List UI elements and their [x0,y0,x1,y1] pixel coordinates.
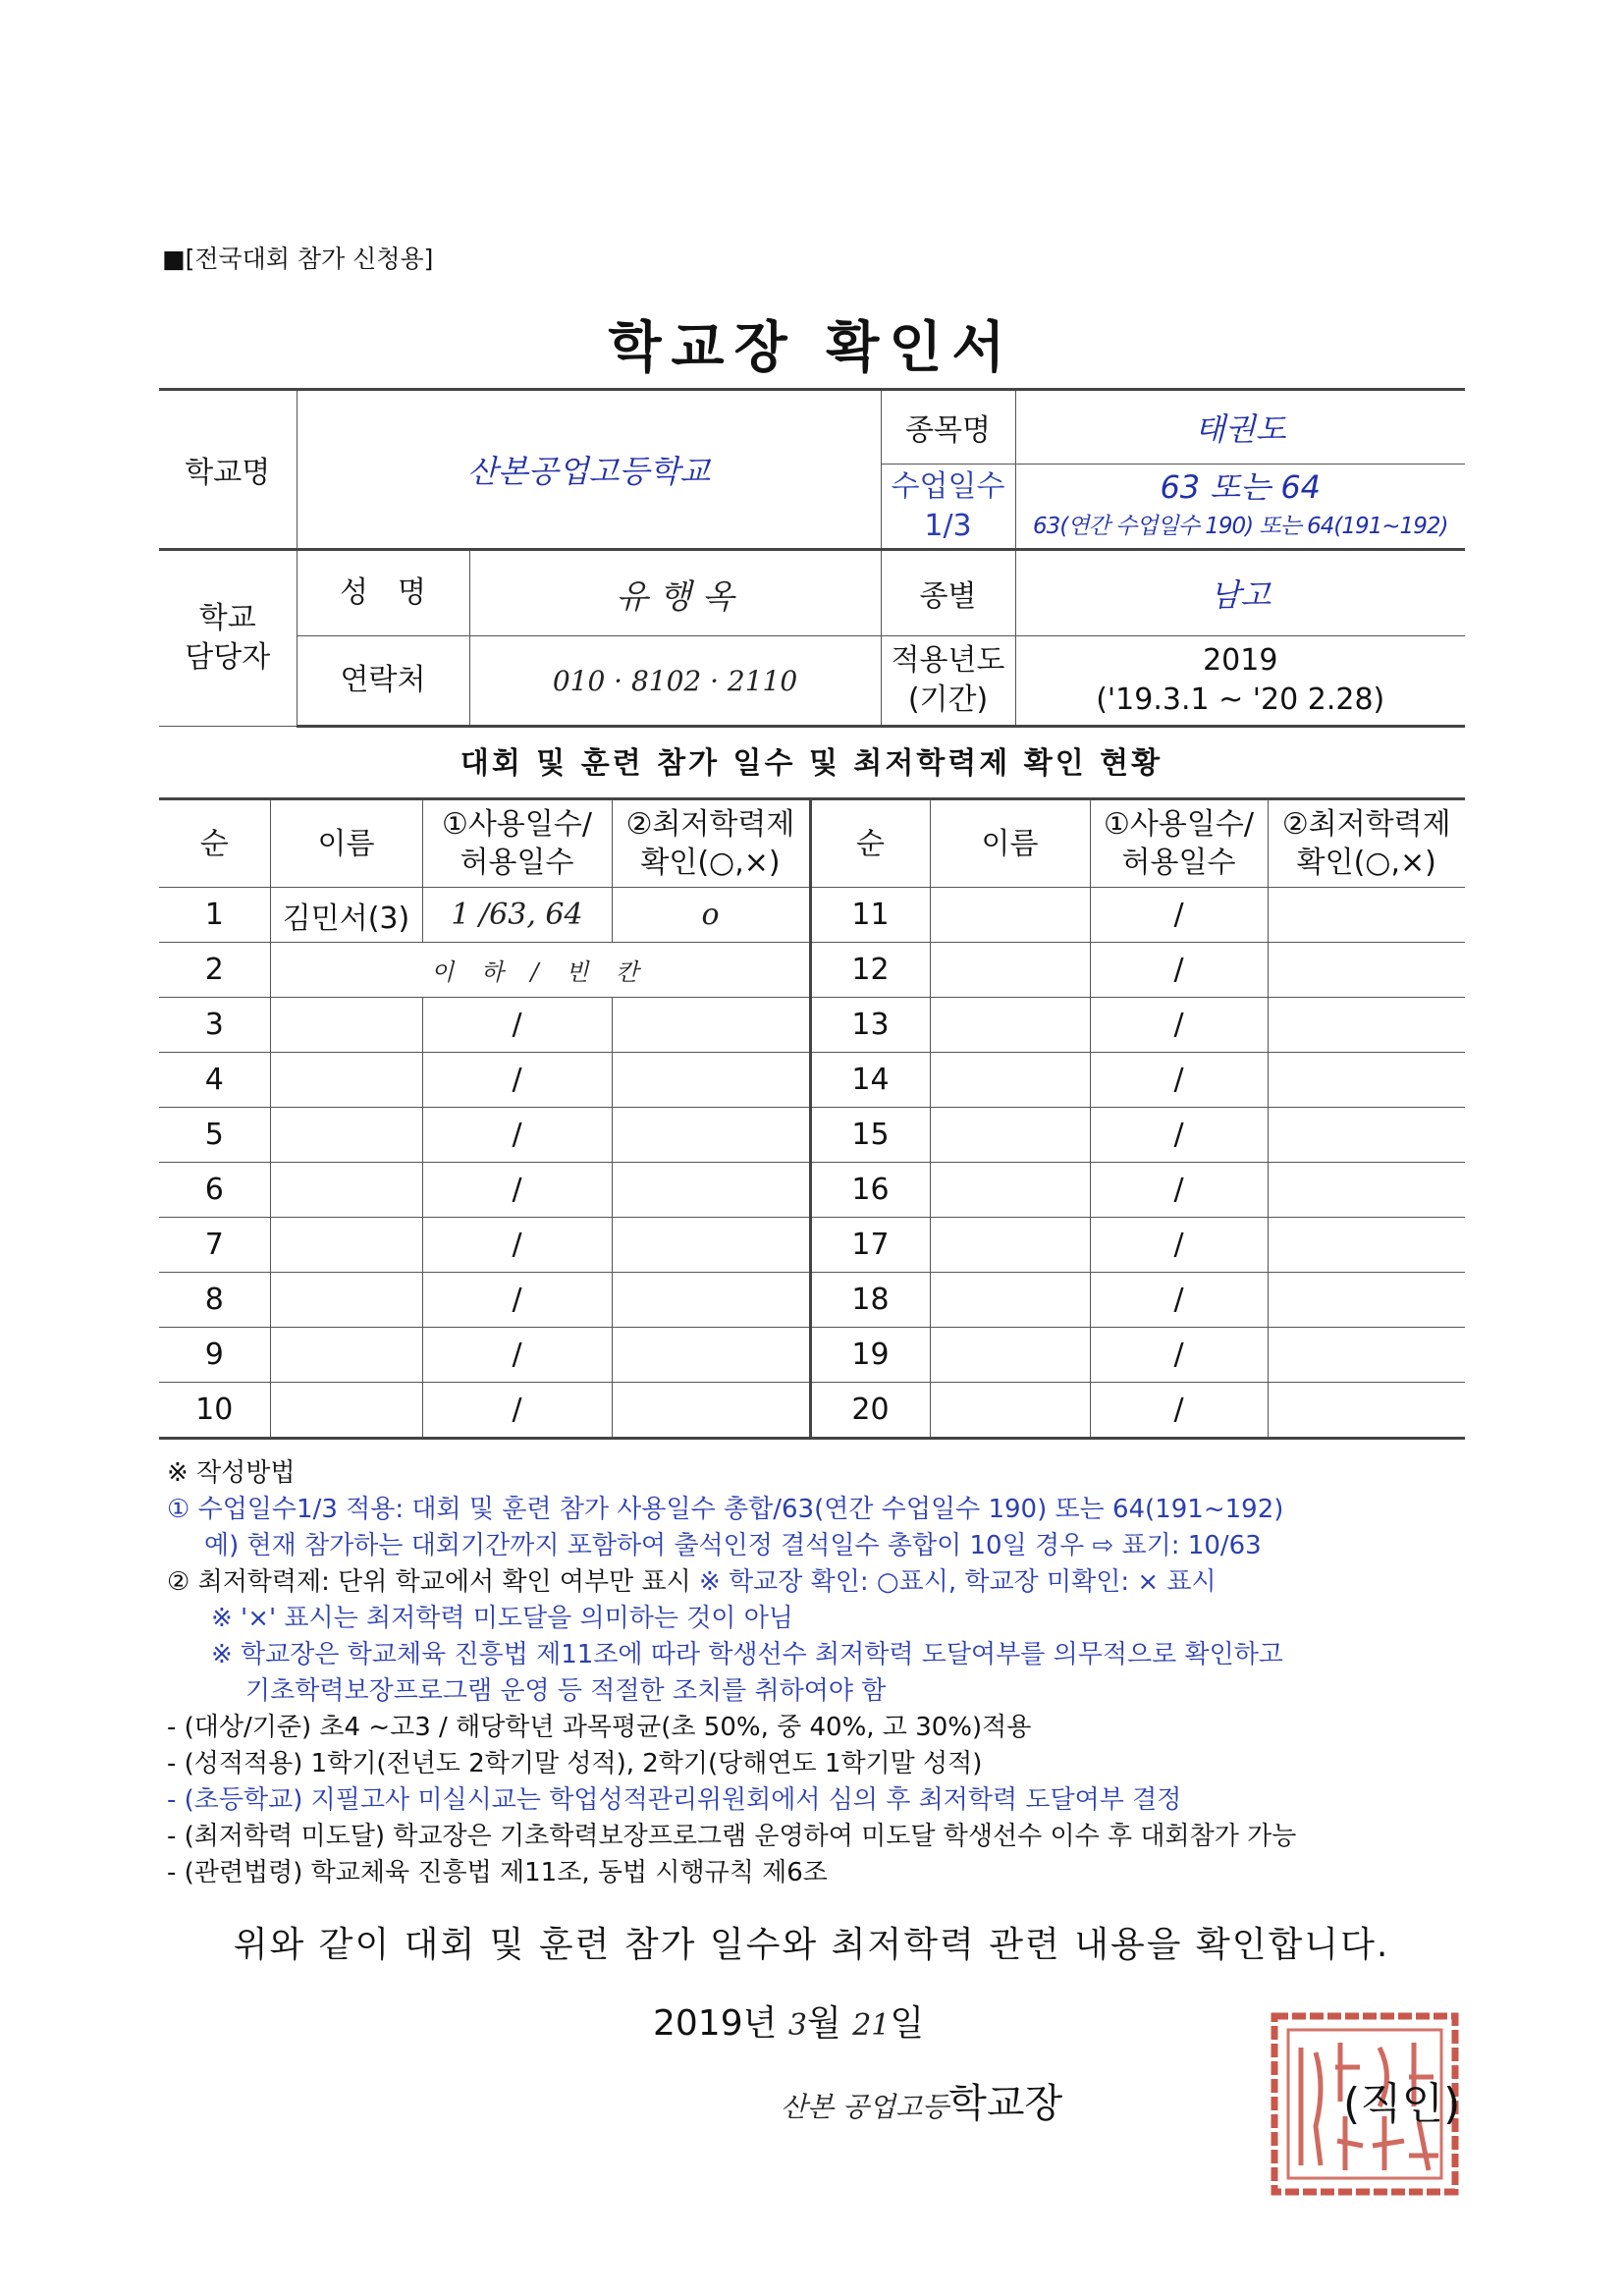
col-header-no: 순 [159,799,270,888]
sport-value: 태권도 [1015,390,1465,465]
row-check [1268,1163,1465,1218]
col-header-no: 순 [810,799,930,888]
year-label [881,636,1015,727]
row-check [612,1218,810,1273]
col-header-days [1090,799,1268,888]
row-name: 김민서(3) [270,888,422,943]
date-day-unit: 일 [890,2003,925,2044]
year-value-line2: ('19.3.1 ~ '20 2.28) [1096,683,1385,717]
year-label-line2: (기간) [907,683,989,717]
row-no: 17 [810,1218,930,1273]
row-no: 7 [159,1218,270,1273]
principal-title: 학교장 [948,2081,1063,2126]
section-title: 대회 및 훈련 참가 일수 및 최저학력제 확인 현황 [460,746,1163,781]
detail-3: - (초등학교) 지필고사 미실시교는 학업성적관리위원회에서 심의 후 최저학력 도달여부 결정 [167,1785,1182,1815]
row-check [1268,998,1465,1053]
col-header-check-line1: ②최저학력제 [1281,807,1451,842]
row-name [270,1163,422,1218]
row-check [1268,1383,1465,1439]
notes-heading: ※ 작성방법 [167,1458,296,1488]
row-check [1268,943,1465,998]
school-name-label: 학교명 [159,390,297,550]
row-name [270,1383,422,1439]
col-header-days-line2: 허용일수 [460,846,574,880]
row-no: 4 [159,1053,270,1108]
manager-label-line2: 담당자 [185,640,271,675]
col-header-check [1268,799,1465,888]
info-table [159,388,1465,728]
row-days: / [422,1383,612,1439]
manager-name-cell [297,550,881,636]
principal-school: 산본 공업고등 [781,2091,949,2123]
row-days: 1 /63, 64 [422,888,612,943]
row-name [930,1273,1090,1328]
row-no: 9 [159,1328,270,1383]
row-days: / [422,1328,612,1383]
detail-5: - (관련법령) 학교체육 진흥법 제11조, 동법 시행규칙 제6조 [167,1858,828,1887]
manager-label [159,550,297,727]
row-name [930,888,1090,943]
row-check [1268,888,1465,943]
row-check [612,998,810,1053]
row-no: 13 [810,998,930,1053]
row-check [1268,1328,1465,1383]
row-days: / [1090,1108,1268,1163]
row-name [930,1053,1090,1108]
note-4-line2: 기초학력보장프로그램 운영 등 적절한 조치를 취하여야 함 [245,1676,887,1706]
confirmation-statement: 위와 같이 대회 및 훈련 참가 일수와 최저학력 관련 내용을 확인합니다. [233,1925,1390,1965]
row-name [930,1163,1090,1218]
note-1-line2: 예) 현재 참가하는 대회기간까지 포함하여 출석인정 결석일수 총합이 10일 경우 ⇨ 표기: 10/63 [204,1531,1262,1560]
school-days-value-note: 63(연간 수업일수 190) 또는 64(191~192) [1033,513,1448,539]
row-check [1268,1273,1465,1328]
detail-1: - (대상/기준) 초4 ~고3 / 해당학년 과목평균(초 50%, 중 40%, 고 30%)적용 [167,1713,1032,1742]
note-2 [167,1564,1473,1601]
row-name [930,1328,1090,1383]
row-no: 18 [810,1273,930,1328]
col-header-days-line1: ①사용일수/ [442,807,592,842]
note-3: ※ '×' 표시는 최저학력 미도달을 의미하는 것이 아님 [211,1604,793,1633]
year-value [1015,636,1465,727]
table-row [159,1218,1465,1273]
row-no: 10 [159,1383,270,1439]
detail-4: - (최저학력 미도달) 학교장은 기초학력보장프로그램 운영하여 미도달 학생선수 이수 후 대회참가 가능 [167,1822,1297,1851]
col-header-check-line2: 확인(○,×) [1296,846,1436,880]
row-days: / [1090,998,1268,1053]
sport-label: 종목명 [881,390,1015,465]
row-check [1268,1218,1465,1273]
year-label-line1: 적용년도 [891,643,1005,678]
row-no: 20 [810,1383,930,1439]
row-no: 8 [159,1273,270,1328]
col-header-days [422,799,612,888]
row-no: 14 [810,1053,930,1108]
table-row [159,1053,1465,1108]
date-year: 2019년 [653,2003,778,2044]
row-days: / [422,1273,612,1328]
row-days: / [1090,943,1268,998]
row-days: / [422,1053,612,1108]
row-no: 3 [159,998,270,1053]
row-name [930,1383,1090,1439]
row-no: 16 [810,1163,930,1218]
contact-label: 연락처 [298,636,470,725]
row-no: 5 [159,1108,270,1163]
row-name [270,1053,422,1108]
school-days-label-line2: 1/3 [924,508,972,543]
date-month: 3 [787,2008,807,2043]
note-1-line1: ① 수업일수1/3 적용: 대회 및 훈련 참가 사용일수 총합/63(연간 수업일수 190) 또는 64(191~192) [167,1495,1284,1524]
row-name [930,998,1090,1053]
row-days: / [422,1218,612,1273]
table-row [159,1108,1465,1163]
row-days: / [1090,1218,1268,1273]
row-days: / [422,1163,612,1218]
row-name [270,998,422,1053]
row-name [930,1108,1090,1163]
date-day: 21 [852,2008,891,2043]
note-4-line1: ※ 학교장은 학교체육 진흥법 제11조에 따라 학생선수 최저학력 도달여부를 의무적으로 확인하고 [211,1640,1283,1669]
name-label: 성 명 [298,551,470,635]
row-name [270,1273,422,1328]
table-row [159,1383,1465,1439]
row-name [270,1328,422,1383]
row-days: / [1090,1163,1268,1218]
col-header-days-line1: ①사용일수/ [1104,807,1254,842]
col-header-check-line1: ②최저학력제 [625,807,795,842]
table-row [159,998,1465,1053]
school-days-label-line1: 수업일수 [891,468,1005,504]
school-name-value: 산본공업고등학교 [297,390,881,550]
gender-value: 남고 [1015,550,1465,636]
row-no: 6 [159,1163,270,1218]
table-row [159,1163,1465,1218]
table-row [159,1328,1465,1383]
table-row [159,943,1465,998]
row-no: 12 [810,943,930,998]
table-row [159,888,1465,943]
row-days: / [422,998,612,1053]
row-days: / [1090,1328,1268,1383]
row-check [1268,1108,1465,1163]
note-2-sub: ※ 학교장 확인: ○표시, 학교장 미확인: × 표시 [699,1567,1217,1597]
row-check [612,1328,810,1383]
row-check: o [612,888,810,943]
row-check [612,1273,810,1328]
detail-2: - (성적적용) 1학기(전년도 2학기말 성적), 2학기(당해연도 1학기말 성적) [167,1749,983,1778]
school-days-label [881,465,1015,550]
row-check [612,1383,810,1439]
participation-table [159,797,1465,1440]
row-name [270,1218,422,1273]
row-name [270,1108,422,1163]
manager-label-line1: 학교 [198,601,256,635]
manager-contact-cell [297,636,881,727]
col-header-check [612,799,810,888]
document-title: 학교장 확인서 [608,316,1015,380]
row-check [612,1163,810,1218]
date-month-unit: 월 [806,2003,841,2044]
col-header-days-line2: 허용일수 [1121,846,1236,880]
row-check [612,1108,810,1163]
row-days: / [422,1108,612,1163]
row-check [612,1053,810,1108]
writing-instructions [167,1455,1473,1891]
year-value-line1: 2019 [1203,643,1278,678]
col-header-name: 이름 [270,799,422,888]
row-no: 11 [810,888,930,943]
name-value: 유 행 옥 [616,576,734,617]
row-no: 2 [159,943,270,998]
row-handwritten-note: 이 하 / 빈 칸 [270,943,810,998]
school-days-value-main: 63 또는 64 [1160,467,1322,506]
row-days: / [1090,1383,1268,1439]
row-name [930,943,1090,998]
row-no: 15 [810,1108,930,1163]
row-check [1268,1053,1465,1108]
school-days-value [1015,465,1465,550]
contact-value: 010 · 8102 · 2110 [552,664,798,697]
form-type-label: ■[전국대회 참가 신청용] [162,245,434,273]
col-header-name: 이름 [930,799,1090,888]
row-days: / [1090,1053,1268,1108]
seal-label: (직인) [1343,2079,1461,2129]
row-no: 1 [159,888,270,943]
note-2-main: ② 최저학력제: 단위 학교에서 확인 여부만 표시 [167,1567,691,1597]
col-header-check-line2: 확인(○,×) [640,846,781,880]
row-name [930,1218,1090,1273]
row-no: 19 [810,1328,930,1383]
principal-signature-line [781,2072,1062,2128]
gender-label: 종별 [881,550,1015,636]
row-days: / [1090,888,1268,943]
row-days: / [1090,1273,1268,1328]
issue-date [653,1995,924,2046]
table-row [159,1273,1465,1328]
